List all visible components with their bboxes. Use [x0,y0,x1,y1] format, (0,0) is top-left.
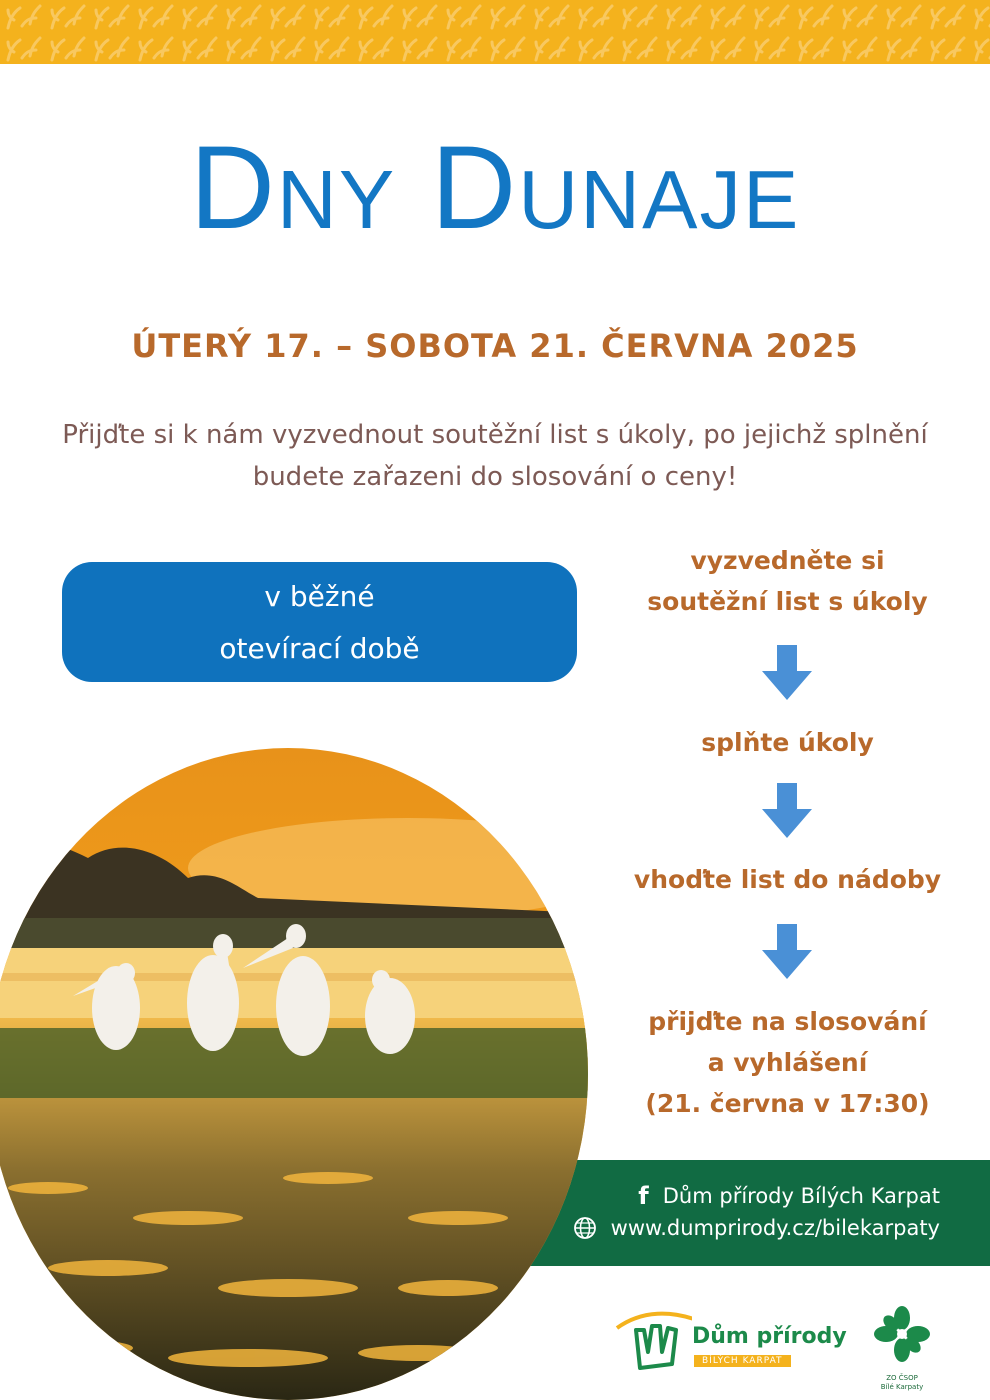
csop-line-1: ZO ČSOP [886,1374,918,1382]
facebook-name[interactable]: Dům přírody Bílých Karpat [662,1184,940,1208]
step-2-line-1: splňte úkoly [701,728,874,757]
facebook-row [638,1182,940,1210]
website-row [573,1216,940,1240]
step-3-line-1: vhoďte list do nádoby [633,865,942,894]
leaf-pattern [0,0,990,64]
step-4-line-3: (21. června v 17:30) [645,1089,930,1118]
step-4 [620,1001,955,1124]
step-4-line-2: a vyhlášení [707,1048,868,1077]
facebook-icon: f [638,1182,649,1210]
step-4-line-1: přijďte na slosování [648,1007,927,1036]
pelicans-sunset-photo [0,748,588,1400]
arrow-down-icon [762,783,812,838]
step-1 [620,540,955,622]
step-1-line-2: soutěžní list s úkoly [647,587,928,616]
photo-illustration [0,748,588,1400]
page-title: Dny Dunaje [189,122,801,254]
opening-hours-line-2: otevírací době [219,632,420,665]
step-3 [620,859,955,900]
arrow-down-icon [762,924,812,979]
csop-line-2: Bílé Karpaty [880,1383,924,1391]
opening-hours-box [62,562,577,682]
dum-prirody-subtitle: BÍLÝCH KARPAT [694,1355,791,1367]
contact-band [528,1160,990,1266]
event-date: ÚTERÝ 17. – SOBOTA 21. ČERVNA 2025 [131,327,859,365]
globe-icon [573,1216,597,1240]
website-link[interactable]: www.dumprirody.cz/bilekarpaty [610,1216,940,1240]
opening-hours-line-1: v běžné [264,580,375,613]
intro-text: Přijďte si k nám vyzvednout soutěžní list s úkoly, po jejichž splnění budete zařazeni do slosování o ceny! [62,420,928,492]
flower-logo-icon [862,1296,942,1374]
top-decorative-band [0,0,990,64]
csop-logo [862,1296,942,1396]
arrow-down-icon [762,645,812,700]
dum-prirody-logo [612,1308,847,1378]
step-1-line-1: vyzvedněte si [690,546,885,575]
step-2 [620,722,955,763]
dum-prirody-name: Dům přírody [692,1324,847,1349]
hand-logo-icon [612,1308,692,1378]
csop-caption [862,1374,942,1392]
